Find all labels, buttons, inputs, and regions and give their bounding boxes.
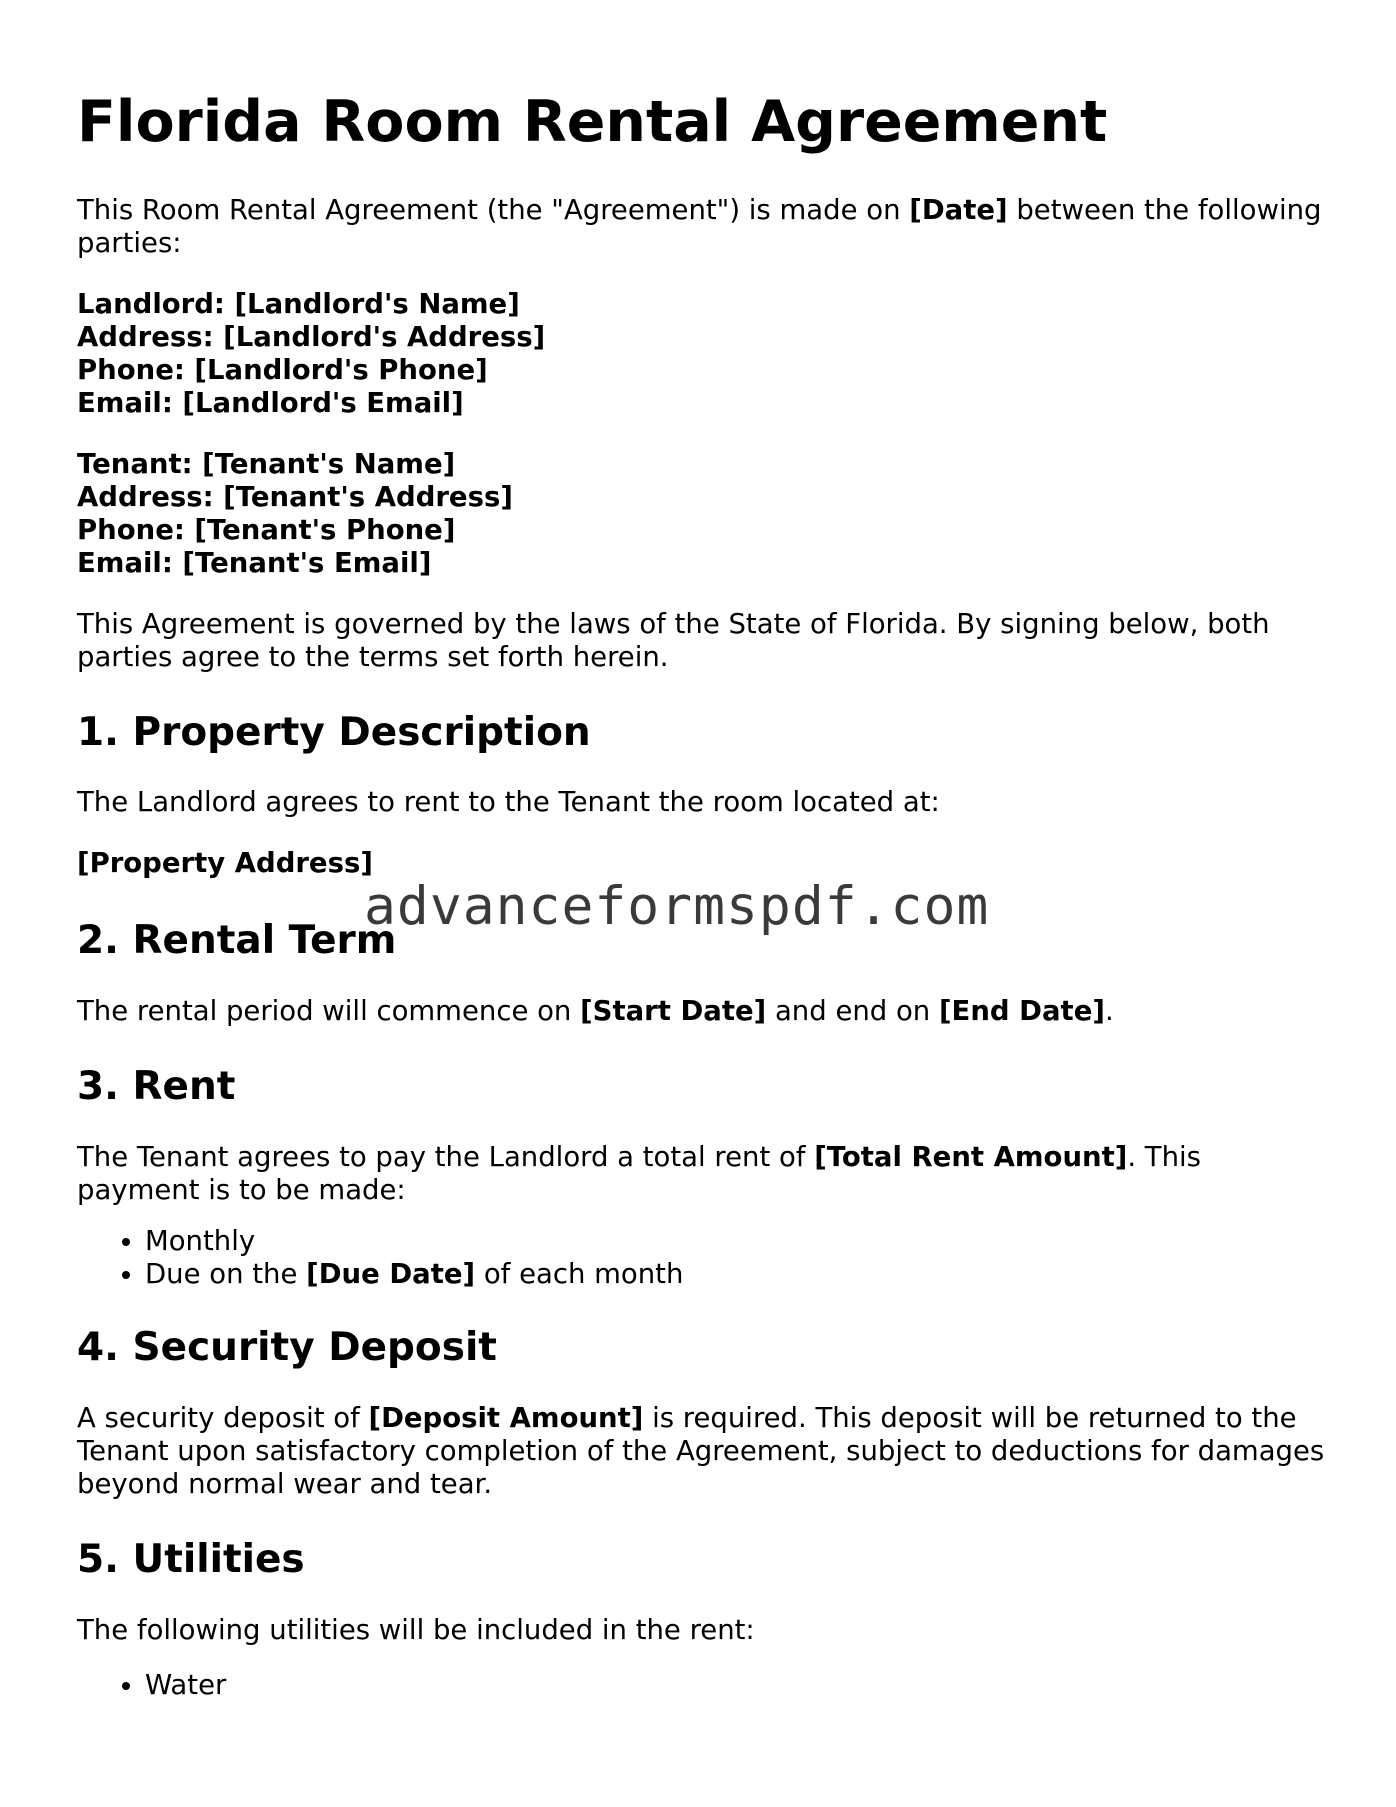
tenant-address: Address: [Tenant's Address] bbox=[77, 480, 513, 513]
landlord-email: Email: [Landlord's Email] bbox=[77, 386, 464, 419]
tenant-email: Email: [Tenant's Email] bbox=[77, 546, 432, 579]
tenant-phone: Phone: [Tenant's Phone] bbox=[77, 513, 456, 546]
rent-terms-list bbox=[77, 1225, 1327, 1291]
list-item: • Due on the [Due Date] of each month bbox=[145, 1258, 1327, 1291]
landlord-block bbox=[77, 288, 1327, 420]
rent-amount-placeholder: [Total Rent Amount] bbox=[814, 1140, 1128, 1173]
end-date-placeholder: [End Date] bbox=[938, 995, 1105, 1028]
date-placeholder: [Date] bbox=[909, 193, 1008, 226]
tenant-name: Tenant: [Tenant's Name] bbox=[77, 447, 456, 480]
property-text: The Landlord agrees to rent to the Tenant the room located at: bbox=[77, 786, 940, 819]
landlord-address: Address: [Landlord's Address] bbox=[77, 320, 546, 353]
deposit-paragraph: A security deposit of [Deposit Amount] is required. This deposit will be returned to the Tenant upon satisfactory completion of the Agreement, subject to deductions for damages beyond normal wear and tear. bbox=[77, 1401, 1325, 1500]
rent-paragraph: The Tenant agrees to pay the Landlord a total rent of [Total Rent Amount]. This payment is to be made: bbox=[77, 1140, 1202, 1206]
landlord-phone: Phone: [Landlord's Phone] bbox=[77, 353, 488, 386]
tenant-block bbox=[77, 448, 1327, 580]
start-date-placeholder: [Start Date] bbox=[580, 995, 767, 1028]
governing-law-paragraph: This Agreement is governed by the laws of the State of Florida. By signing below, both parties agree to the terms set forth herein. bbox=[77, 607, 1270, 673]
section-term-heading: 2. Rental Term bbox=[77, 918, 397, 964]
watermark: advanceformspdf.com bbox=[364, 876, 990, 937]
due-date-placeholder: [Due Date] bbox=[306, 1257, 476, 1290]
utilities-list bbox=[77, 1669, 1327, 1702]
section-rent-heading: 3. Rent bbox=[77, 1064, 236, 1110]
list-item: • Monthly bbox=[145, 1225, 1327, 1258]
deposit-amount-placeholder: [Deposit Amount] bbox=[368, 1401, 644, 1434]
section-property-heading: 1. Property Description bbox=[77, 709, 591, 755]
intro-paragraph: This Room Rental Agreement (the "Agreement") is made on [Date] between the following parties: bbox=[77, 193, 1322, 259]
document-title: Florida Room Rental Agreement bbox=[77, 89, 1108, 155]
landlord-name: Landlord: [Landlord's Name] bbox=[77, 287, 520, 320]
list-item: • Water bbox=[145, 1669, 1327, 1702]
term-paragraph: The rental period will commence on [Start Date] and end on [End Date]. bbox=[77, 995, 1114, 1028]
section-deposit-heading: 4. Security Deposit bbox=[77, 1324, 497, 1370]
utilities-text: The following utilities will be included in the rent: bbox=[77, 1613, 755, 1646]
property-address: [Property Address] bbox=[77, 847, 373, 880]
section-utilities-heading: 5. Utilities bbox=[77, 1536, 305, 1582]
